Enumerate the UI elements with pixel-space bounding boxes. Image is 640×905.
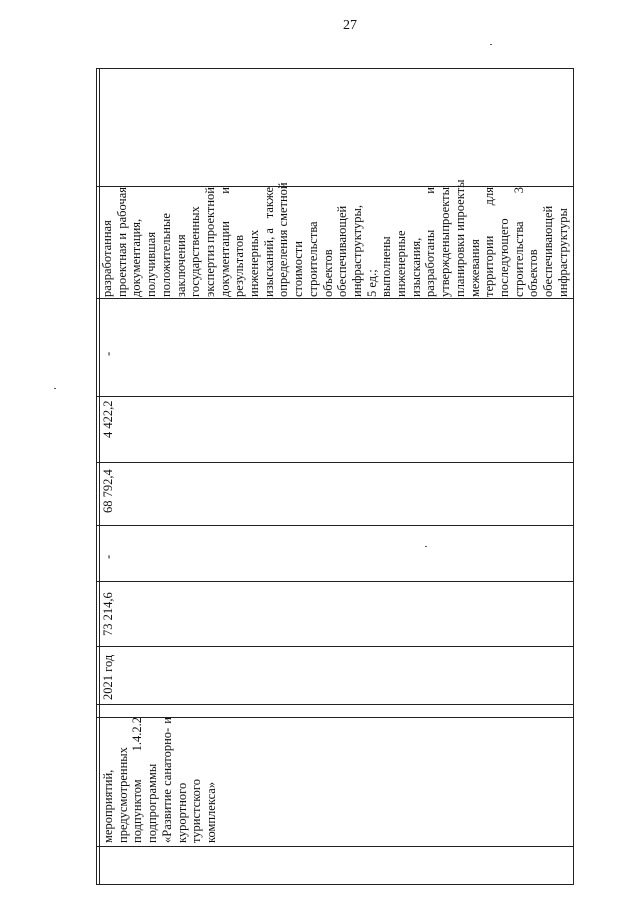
result-line: обеспечивающей [335,205,350,297]
result-line-part: изысканий, а [261,228,276,297]
result-line [452,179,468,297]
result-line-part: проектной [202,187,217,243]
result-line: заключения [173,234,188,297]
result-line [115,187,130,297]
row-divider [96,396,574,397]
result-line [262,187,277,297]
row-divider [96,525,574,526]
result-line: государственных [188,206,203,297]
result-line: объектов [526,249,541,297]
result-line [438,187,453,297]
result-line: разработанная [100,220,114,297]
result-line-part: проекты [452,179,467,225]
event-line: подпрограммы [145,763,160,843]
result-line-part: экспертиз [202,244,217,297]
page-number: 27 [343,18,357,33]
table-border-top [96,68,574,69]
event-cell [101,717,219,843]
regional-budget-cell [101,469,116,513]
result-line [203,187,218,297]
row-divider [96,298,574,299]
year-cell [101,655,116,700]
federal-budget-cell [101,555,116,559]
result-line: документация, [129,218,144,297]
result-cell [100,179,571,297]
result-line-part: проекты [438,187,453,232]
local-budget-cell [101,401,116,439]
event-line-part: 1.4.2.2 [130,717,145,752]
row-divider [96,581,574,582]
result-line: инфраструктуры, [349,204,364,297]
result-line: строительства [305,221,320,297]
row-divider [96,646,574,647]
result-line-part: 3 [511,187,526,194]
event-line [130,717,145,843]
other-sources-cell [101,352,116,356]
event-line: предусмотренных [115,747,130,843]
result-line: выполнены [379,236,394,297]
result-line [482,187,497,297]
event-line-part: и [159,717,174,724]
table-border-left [96,68,97,885]
result-line-part: территории [482,235,497,297]
table-border-right [573,68,574,885]
result-line: последующего [496,218,511,297]
event-line: мероприятий, [101,769,115,843]
result-line: получившая [144,231,159,297]
result-line: положительные [158,213,173,297]
event-line [160,717,175,843]
result-line [512,187,527,297]
result-line-part: документации [217,221,232,297]
result-line: стоимости [291,241,306,297]
result-line: результатов [232,234,247,297]
result-line-part: также [261,187,276,219]
result-line-part: для [482,187,497,206]
result-line: 5 ед.; [364,269,379,297]
event-line-part: подпунктом [130,779,145,843]
result-line: обеспечивающей [541,205,556,297]
result-line: инженерные [394,230,409,297]
result-line [423,187,438,297]
regional-budget-value: 68 792,4 [101,469,115,513]
event-line: курортного [174,782,189,843]
row-divider [96,704,574,705]
scan-speck [54,388,56,389]
result-line-part: планировки и [452,224,467,297]
year-value: 2021 год [101,654,115,700]
row-divider [96,462,574,463]
event-line-part: «Развитие санаторно- [159,727,174,843]
row-divider [96,846,574,847]
result-line: межевания [467,239,482,297]
scan-speck [425,546,427,547]
result-line-part: проектная и [114,232,129,297]
result-line: изыскания, [408,237,423,297]
other-sources-value: - [101,351,115,356]
event-line: комплекса» [203,781,218,843]
result-line: определения сметной [276,182,291,297]
result-line-part: и [217,187,232,194]
federal-budget-value: - [101,554,115,559]
result-line-part: строительства [511,221,526,297]
table-border-bottom [96,884,574,885]
event-line: туристского [189,779,204,843]
result-line: инженерных [247,229,262,297]
result-line-part: разработаны [423,229,438,297]
scan-speck [490,44,492,45]
total-value: 73 214,6 [101,592,115,636]
result-line: объектов [320,249,335,297]
total-cell [101,592,116,636]
result-line-part: утверждены [438,232,453,297]
result-line-part: рабочая [114,187,129,229]
result-line: инфраструктуры [555,208,570,297]
result-line-part: и [423,187,438,194]
local-budget-value: 4 422,2 [101,400,115,438]
result-line [218,187,233,297]
